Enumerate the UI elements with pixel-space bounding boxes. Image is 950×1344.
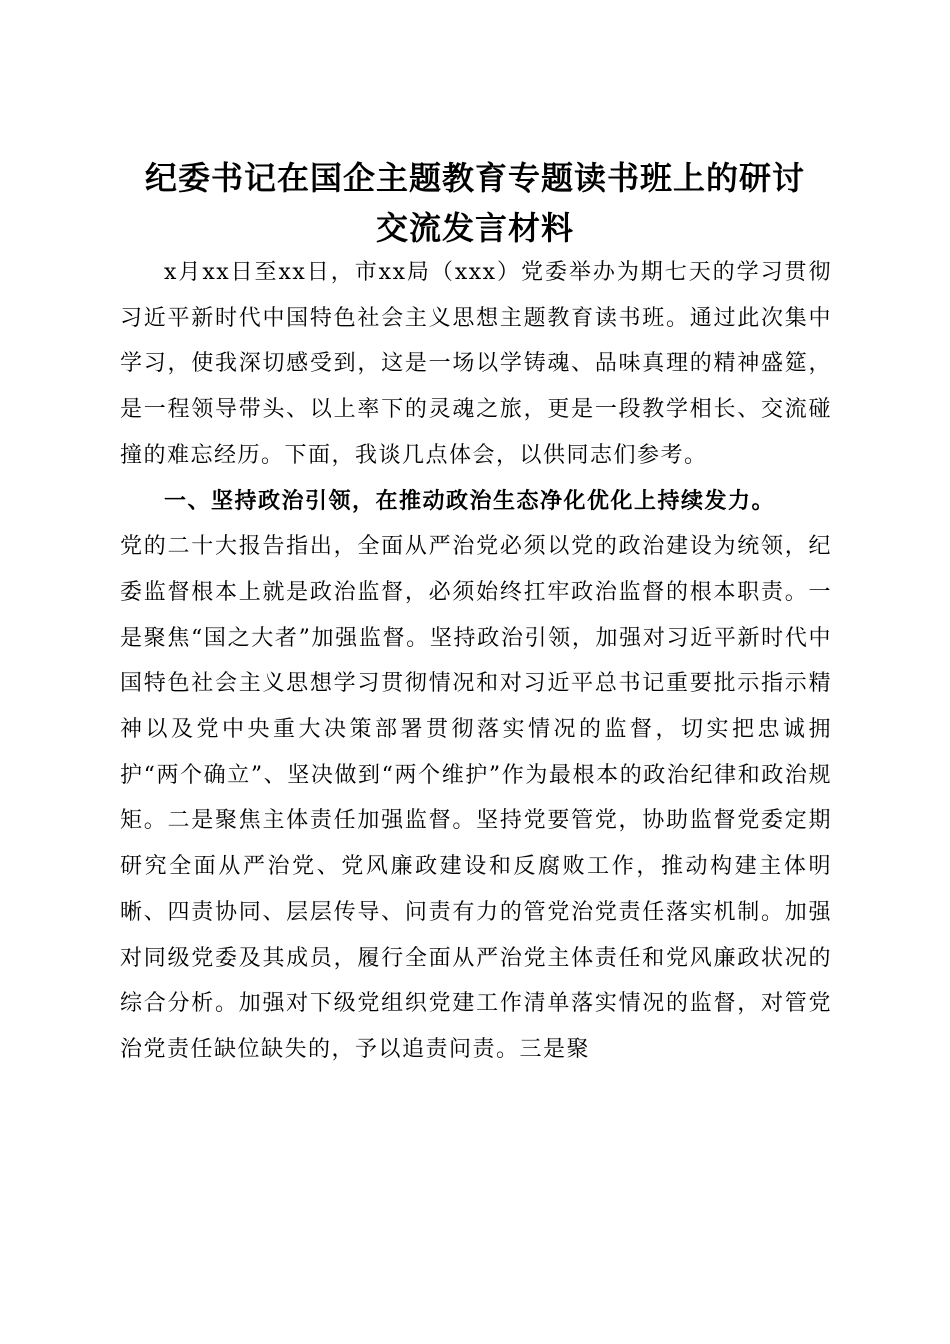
title-line-1: 纪委书记在国企主题教育专题读书班上的研讨 <box>144 159 805 198</box>
section-1-body: 党的二十大报告指出，全面从严治党必须以党的政治建设为统领，纪委监督根本上就是政治监督，必须始终扛牢政治监督的根本职责。一是聚焦“国之大者”加强监督。坚持政治引领，加强对习近平新时代中国特色社会主义思想学习贯彻情况和对习近平总书记重要批示指示精神以及党中央重大决策部署贯彻落实情况的监督，切实把忠诚拥护“两个确立”、坚决做到“两个维护”作为最根本的政治纪律和政治规矩。二是聚焦主体责任加强监督。坚持党要管党，协助监督党委定期研究全面从严治党、党风廉政建设和反腐败工作，推动构建主体明晰、四责协同、层层传导、问责有力的管党治党责任落实机制。加强对同级党委及其成员，履行全面从严治党主体责任和党风廉政状况的综合分析。加强对下级党组织党建工作清单落实情况的监督，对管党治党责任缺位缺失的，予以追责问责。三是聚 <box>120 534 832 1062</box>
intro-paragraph: x月xx日至xx日，市xx局（xxx）党委举办为期七天的学习贯彻习近平新时代中国特色社会主义思想主题教育读书班。通过此次集中学习，使我深切感受到，这是一场以学铸魂、品味真理的精神盛筵，是一程领导带头、以上率下的灵魂之旅，更是一段教学相长、交流碰撞的难忘经历。下面，我谈几点体会，以供同志们参考。 <box>120 260 832 468</box>
document-body <box>120 250 832 1073</box>
document-title <box>110 153 840 253</box>
title-line-2: 交流发言材料 <box>375 209 574 248</box>
section-1-heading: 一、坚持政治引领，在推动政治生态净化优化上持续发力。 <box>164 487 776 514</box>
